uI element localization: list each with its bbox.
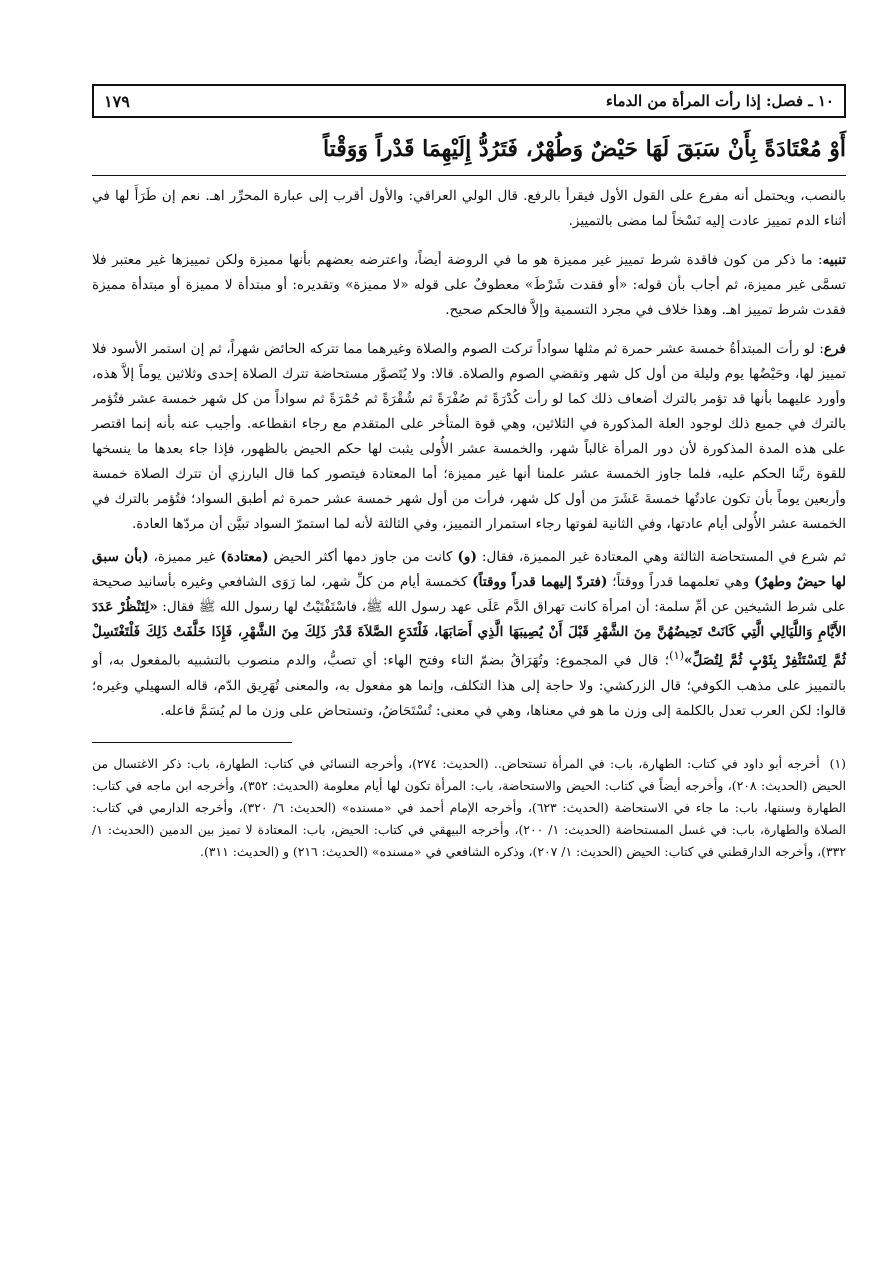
hadith-quote: «لِتَنْظُرْ عَدَدَ الأَيَّامِ وَاللَّيَالِي الَّتِي كَانَتْ تَحِيضُهُنَّ مِنَ الشَّهْرِ قَبْلَ أَنْ يُصِيبَهَا الَّذِي أَصَابَهَا، فَلْتَدَعِ الصَّلاَةَ قَدْرَ ذَلِكَ مِنَ الشَّهْرِ، فَإِذَا خَلَّفَتْ ذَلِكَ فَلْتَغْتَسِلْ ثُمَّ لِتَسْتَثْفِرْ بِثَوْبٍ ثُمَّ لِتُصَلِّ» [92, 599, 846, 669]
footnote-divider [92, 742, 292, 743]
tanbih-label: تنبيه [822, 252, 846, 269]
matn-quote: (و) [457, 549, 477, 566]
text-run: كخمسة أيام من كلِّ شهر، لما رَوَى الشافعي وغيره بأسانيد صحيحة على شرط الشيخين عن أمِّ سلمة: أن امرأة كانت تهراق الدَّم عَلَى عهد رسول الله ﷺ، فاسْتَفْتَيْتُ لها رسول الله ﷺ فقال: [92, 574, 847, 616]
far-text: : لو رأت المبتدأةُ خمسة عشر حمرة ثم مثلها سواداً تركت الصوم والصلاة وغيرهما مما تتركه الحائض شهراً، ثم إن استمر الأسود فلا تمييز لها، وحَيْضُها يوم وليلة من أول كل شهر وتقضي الصوم والصلاة. قالا: ولا يُتَصوَّر مستحاضة تترك الصلاة إحدى وثلاثين يوماً إلاَّ هذه، وأورد عليهما بأنها قد تؤمر بالترك أضعاف ذلك كما لو رأت كُدْرَةً ثم صُفْرَةً ثم شُقْرَةً ثم حُمْرَةً ثم سواداً من كل شهر خمسة عشر فتُؤمر بالترك في جميع ذلك لوجود العلة المذكورة في الثلاثين، وهي قوة المتأخر على المتقدم مع رجاء انقطاعه. وأجيب عنه بأنه إنما اقتصر على هذه المدة المذكورة لأن دور المرأة غالباً شهر، والخمسة عشر الأُولى يثبت لها حكم الحيض بالظهور، فإذا جاء بعدها ما ينسخها للقوة ربَّنا الحكم عليه، فلما جاوز الخمسة عشر علمنا أنها غير مميزة؛ أما المعتادة فيتصور كما قال البارزي أن تترك الصلاة خمسة وأربعين يوماً بأن تكون عادتُها خمسةَ عَشَرَ من أول كل شهر، فرأت من أول شهر خمسة عشر حمرة ثم أطبق السواد؛ فتُؤمر بالترك في الخمسة عشر الأُولى أيام عادتها، وفي الثانية لفوتها رجاء استمرار التمييز، وفي الثالثة لأنه لما استمرّ السواد تبيَّن أن مردّها العادة. [92, 341, 846, 533]
footnote-ref[interactable]: (١) [669, 648, 684, 663]
footnote-text: أخرجه أبو داود في كتاب: الطهارة، باب: في المرأة تستحاض.. (الحديث: ٢٧٤)، وأخرجه النسائي في كتاب: الطهارة، باب: ذكر الاغتسال من الحيض (الحديث: ٢٠٨)، وأخرجه أيضاً في كتاب: الحيض والاستحاضة، باب: المرأة تكون لها أيام معلومة (الحديث: ٣٥٢)، وأخرجه ابن ماجه في كتاب: الطهارة وسننها، باب: ما جاء في الاستحاضة (الحديث: ٦٢٣)، وأخرجه الإمام أحمد في «مسنده» (الحديث: ٦/ ٣٢٠)، وأخرجه الدارمي في كتاب: الصلاة والطهارة، باب: في غسل المستحاضة (الحديث: ١/ ٢٠٠)، وأخرجه البيهقي في كتاب: الحيض، باب: المعتادة لا تميز بين الدمين (الحديث: ١/ ٣٣٢)، وأخرجه الدارقطني في كتاب: الحيض (الحديث: ١/ ٢٠٧)، وذكره الشافعي في «مسنده» (الحديث: ٢١٦) و (الحديث: ٣١١). [92, 755, 847, 860]
footnote-number: (١) [829, 755, 846, 771]
far-label: فرع [823, 341, 846, 358]
matn-quote: (فتردّ إليهما قدراً ووقتاً) [472, 574, 608, 591]
paragraph-mutada [92, 545, 846, 724]
page-header [92, 84, 846, 118]
paragraph-tanbih [92, 248, 846, 323]
text-run: ؛ قال في المجموع: وتُهَرَاقُ بضمّ التاء وفتح الهاء: أي تصبُّ، والدم منصوب بالتشبيه بالمفعول به، أو بالتمييز على مذهب الكوفي؛ قال الزركشي: ولا حاجة إلى هذا التكلف، وإنما هو مفعول به، والمعنى تُهَرِيق الدّم، قاله السهيلي وغيره؛ قالوا: لكن العرب تعدل بالكلمة إلى وزن ما هو في معناها، وهي في معنى: تُسْتَحَاضُ، وتستحاض على وزن ما لم يُسَمَّ فاعله. [92, 652, 846, 719]
footnote [92, 753, 846, 863]
matn-quote: (معتادة) [220, 549, 269, 566]
matn-quote: (بأن سبق لها حيضٌ وطهرٌ) [92, 549, 846, 591]
text-run: كانت من جاوز دمها أكثر الحيض [268, 549, 458, 566]
page-number: ١٧٩ [104, 91, 130, 111]
matn-verse: أَوْ مُعْتَادَةً بِأَنْ سَبَقَ لَهَا حَيْضٌ وَطُهْرٌ، فَتَرُدُّ إِلَيْهِمَا قَدْراً وَوَقْتاً [322, 136, 846, 162]
section-title: ١٠ ـ فصل: إذا رأت المرأة من الدماء [605, 92, 834, 110]
tanbih-text: : ما ذكر من كون فاقدة شرط تمييز غير مميزة هو ما في الروضة أيضاً، واعترضه بعضهم بأنها مميزة ولكن تمييزها غير معتبر فلا تسمَّى غير مميزة، ثم أجاب بأن قوله: «أو فقدت شَرْطَ» معطوفٌ على قوله «لا مميزة» وتقديره: أو مبتدأة لا مميزة أو مبتدأة مميزة فقدت شرط تمييز اهـ. وهذا خلاف في مجرد التسمية وإلاَّ فالحكم صحيح. [92, 252, 846, 319]
paragraph-far [92, 337, 846, 537]
paragraph-nasb: بالنصب، ويحتمل أنه مفرع على القول الأول فيقرأ بالرفع. قال الولي العراقي: والأول أقرب إلى عبارة المحرِّر اهـ. نعم إن طَرَأَ لها في أثناء الدم تمييز عادت إليه نَسْخاً لما مضى بالتمييز. [92, 188, 846, 230]
text-run: وهي تعلمهما قدراً ووقتاً؛ [607, 574, 755, 591]
text-run: ثم شرع في المستحاضة الثالثة وهي المعتادة غير المميزة، فقال: [476, 549, 847, 566]
text-run: غير مميزة، [148, 549, 221, 566]
book-page [92, 84, 846, 863]
verse-divider [92, 175, 846, 176]
